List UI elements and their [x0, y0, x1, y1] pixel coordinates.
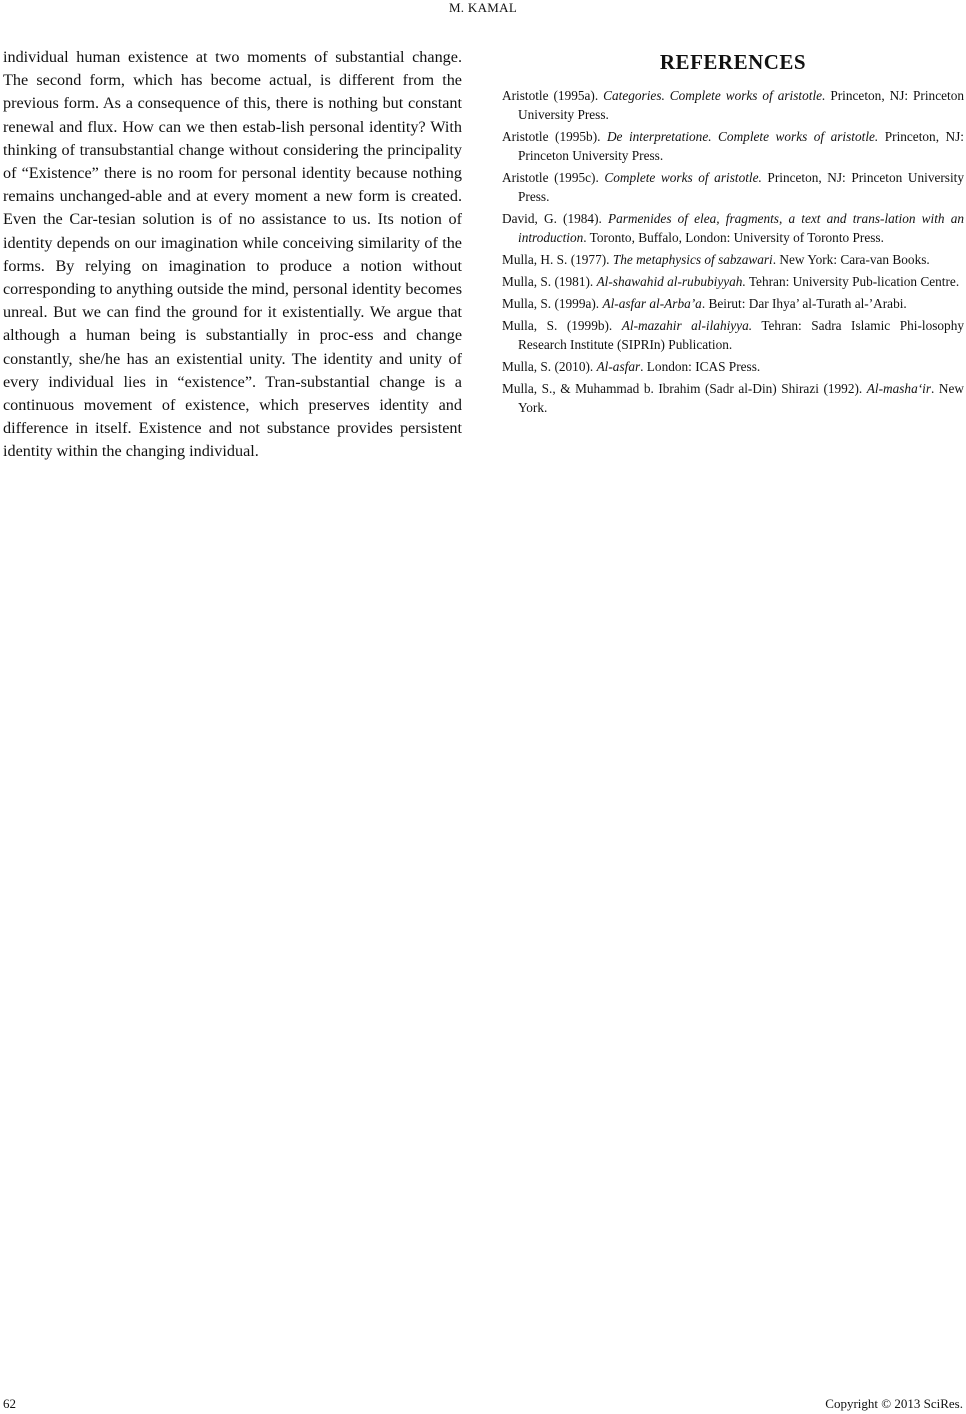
reference-authors: Mulla, S. (1981). [502, 274, 597, 289]
reference-authors: Aristotle (1995c). [502, 170, 605, 185]
reference-title: Al-mazahir al-ilahiyya. [621, 318, 753, 333]
reference-authors: Mulla, S. (1999a). [502, 296, 603, 311]
reference-publisher: Princeton, NJ: Princeton University Press. [518, 170, 965, 204]
reference-item [502, 357, 964, 376]
reference-title: De interpretatione. Complete works of aristotle. [606, 129, 879, 144]
reference-list [502, 86, 964, 417]
reference-item [502, 316, 964, 354]
reference-authors: Aristotle (1995b). [502, 129, 607, 144]
reference-title: Al-asfar [596, 359, 641, 374]
reference-publisher: . Toronto, Buffalo, London: University of Toronto Press. [583, 230, 884, 245]
reference-publisher: Tehran: University Pub-lication Centre. [745, 274, 960, 289]
reference-title: Complete works of aristotle. [604, 170, 762, 185]
reference-authors: Aristotle (1995a). [502, 88, 604, 103]
reference-title: The metaphysics of sabzawari [612, 252, 773, 267]
running-head: M. KAMAL [448, 0, 518, 15]
reference-publisher: . New York. [518, 381, 964, 415]
reference-item [502, 272, 964, 291]
reference-item [502, 209, 964, 247]
reference-publisher: Princeton, NJ: Princeton University Press. [518, 129, 964, 163]
reference-item [502, 127, 964, 165]
reference-item [502, 294, 964, 313]
page-number: 62 [3, 1396, 16, 1411]
reference-authors: Mulla, S., & Muhammad b. Ibrahim (Sadr al-Din) Shirazi (1992). [502, 381, 867, 396]
reference-publisher: Tehran: Sadra Islamic Phi-losophy Research Institute (SIPRIn) Publication. [518, 318, 964, 352]
body-column [3, 46, 462, 464]
copyright-notice: Copyright © 2013 SciRes. [825, 1396, 963, 1411]
reference-title: Al-asfar al-Arba’a [602, 296, 702, 311]
reference-authors: Mulla, H. S. (1977). [502, 252, 613, 267]
reference-publisher: . London: ICAS Press. [640, 359, 761, 374]
references-section [502, 48, 964, 420]
reference-title: Parmenides of elea, fragments, a text and trans-lation with an introduction [518, 211, 964, 245]
reference-publisher: . New York: Cara-van Books. [772, 252, 930, 267]
reference-authors: Mulla, S. (2010). [502, 359, 597, 374]
reference-title: Categories. Complete works of aristotle. [603, 88, 826, 103]
reference-publisher: . Beirut: Dar Ihya’ al-Turath al-’Arabi. [701, 296, 907, 311]
reference-authors: Mulla, S. (1999b). [502, 318, 622, 333]
reference-title: Al-masha‘ir [866, 381, 932, 396]
reference-item [502, 86, 964, 124]
reference-title: Al-shawahid al-rububiyyah. [596, 274, 746, 289]
reference-item [502, 250, 964, 269]
reference-item [502, 168, 964, 206]
reference-authors: David, G. (1984). [502, 211, 608, 226]
references-heading: REFERENCES [659, 50, 807, 74]
reference-item [502, 379, 964, 417]
reference-publisher: Princeton, NJ: Princeton University Press. [518, 88, 964, 122]
body-paragraph: individual human existence at two moments of substantial change. The second form, which has become actual, is different from the previous form. As a consequence of this, there is nothing but constant renewal and flux. How can we then estab-lish personal identity? With thinking of transubstantial change without considering the principality of “Existence” there is no room for personal identity because nothing remains unchanged-able and at every moment a new form is created. Even the Car-tesian solution is of no assistance to us. Its notion of identity depends on our imagination while conceiving similarity of the forms. By relying on imagination to produce a notion without corresponding to anything outside the mind, personal identity becomes unreal. But we can find the ground for it existentially. We argue that although a human being is substantially in proc-ess and change constantly, she/he has an existential unity. The identity and unity of every individual lies in “existence”. Tran-substantial change is a continuous movement of existence, which preserves identity and difference in itself. Existence and not substance provides persistent identity within the changing individual. [3, 48, 463, 461]
